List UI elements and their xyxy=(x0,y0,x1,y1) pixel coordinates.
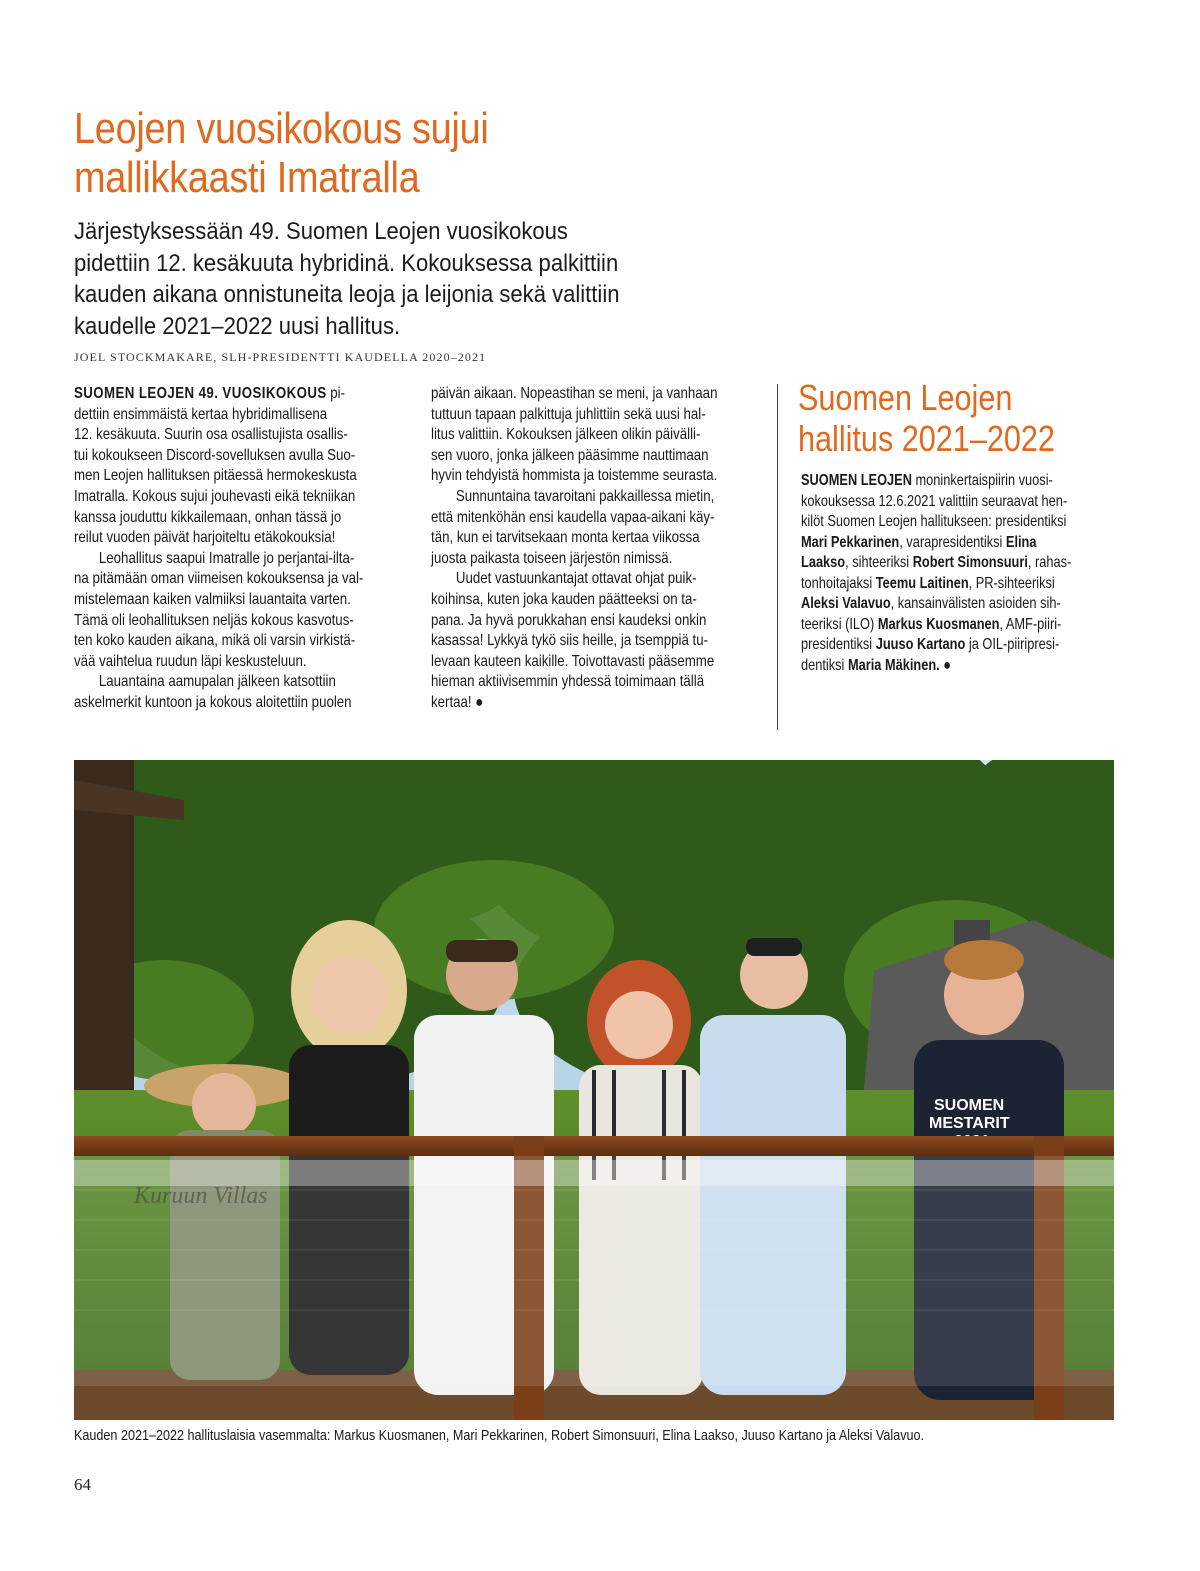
body-line: reilut vuoden päivät harjoiteltu etäkokouksia! xyxy=(74,529,336,547)
sidebar-title-line: Suomen Leojen xyxy=(798,377,1013,418)
body-line: Imatralla. Kokous sujui jouhevasti eikä tekniikan xyxy=(74,487,356,505)
body-line: ten koko kauden aikana, mikä oli varsin virkistä- xyxy=(74,632,356,650)
body-line: askelmerkit kuntoon ja kokous aloitettiin puolen xyxy=(74,693,352,711)
text-run: presidentiksi xyxy=(801,636,876,653)
body-line: kertaa! ● xyxy=(431,693,484,711)
sidebar-line xyxy=(801,594,1071,615)
lead-line: kaudelle 2021–2022 uusi hallitus. xyxy=(74,312,401,340)
body-line: päivän aikaan. Nopeastihan se meni, ja vanhaan xyxy=(431,385,718,402)
sidebar-line xyxy=(801,533,1071,554)
body-column-1 xyxy=(74,384,363,714)
text-run: tonhoitajaksi xyxy=(801,574,876,592)
bold-run: Elina xyxy=(1005,533,1037,551)
sidebar-line xyxy=(801,553,1071,574)
sidebar-line xyxy=(801,656,1071,677)
text-run: , AMF-piiri- xyxy=(999,615,1062,633)
body-line: tän, kun ei tarvitsekaan monta kertaa viikossa xyxy=(431,529,700,547)
body-line: men Leojen hallituksen pitäessä hermokeskusta xyxy=(74,467,357,485)
article-lead xyxy=(74,216,650,342)
body-line: hyvin tehdyistä hommista ja toistemme seurasta. xyxy=(431,467,718,485)
body-line: dettiin ensimmäistä kertaa hybridimallisena xyxy=(74,405,328,423)
article-headline xyxy=(74,104,556,202)
body-line: kanssa jouduttu kikkailemaan, onhan tässä jo xyxy=(74,508,342,526)
text-run: , sihteeriksi xyxy=(845,554,913,571)
bold-run: Teemu Laitinen xyxy=(875,574,969,592)
lead-in-caps: SUOMEN LEOJEN 49. VUOSIKOKOUS xyxy=(74,385,327,402)
body-line: Uudet vastuunkantajat ottavat ohjat puik- xyxy=(455,570,697,588)
body-line: hieman aktiivisemmin yhdessä toimimaan tällä xyxy=(431,673,705,691)
glass-print: Kuruun Villas xyxy=(134,1183,268,1209)
text-run: kokouksessa 12.6.2021 valittiin seuraavat hen- xyxy=(801,492,1068,510)
body-line: kasassa! Lykkyä tykö siis heille, ja tsemppiä tu- xyxy=(431,632,709,650)
body-line: SUOMEN LEOJEN 49. VUOSIKOKOUS pi- xyxy=(74,385,346,402)
body-line: litus valittiin. Kokouksen jälkeen olikin päivälli- xyxy=(431,426,701,444)
sidebar-title-line: hallitus 2021–2022 xyxy=(798,418,1055,459)
body-line: vää vaihtelua ruudun läpi keskusteluun. xyxy=(74,652,307,670)
body-line: juosta paikasta toiseen järjestön nimissä. xyxy=(431,549,673,567)
sidebar-body xyxy=(801,471,1071,676)
sidebar-line xyxy=(801,492,1071,513)
bold-run: Mari Pekkarinen xyxy=(801,533,900,551)
text-run: , kansainvälisten asioiden sih- xyxy=(890,595,1061,612)
byline: JOEL STOCKMAKARE, SLH-PRESIDENTTI KAUDELLA 2020–2021 xyxy=(74,350,487,364)
lead-line: pidettiin 12. kesäkuuta hybridinä. Kokouksessa palkittiin xyxy=(74,249,619,277)
group-photo xyxy=(74,760,1114,1420)
body-line: pana. Ja hyvä porukkahan ensi kaudeksi onkin xyxy=(431,611,707,629)
headline-line: Leojen vuosikokous sujui xyxy=(74,104,489,153)
body-line: tuttuun tapaan palkittuja juhlittiin sekä uusi hal- xyxy=(431,405,706,423)
text-run: teeriksi (ILO) xyxy=(801,615,878,633)
body-line: Sunnuntaina tavaroitani pakkaillessa mietin, xyxy=(455,487,715,505)
sidebar-line xyxy=(801,471,1071,492)
lead-line: Järjestyksessään 49. Suomen Leojen vuosikokous xyxy=(74,218,568,245)
body-line: että mitenköhän ensi kaudella vapaa-aikani käy- xyxy=(431,508,715,526)
bold-run: Aleksi Valavuo xyxy=(801,595,891,612)
body-line: na pitämään oman viimeisen kokouksensa ja val- xyxy=(74,570,364,588)
end-mark: ● xyxy=(471,693,484,711)
shirt-print: SUOMEN MESTARIT xyxy=(929,1097,1010,1132)
body-line: sen vuoro, jonka jälkeen pääsimme nauttimaan xyxy=(431,446,709,464)
bold-run: Maria Mäkinen. xyxy=(847,656,940,674)
sidebar-title xyxy=(798,377,1055,459)
page-number: 64 xyxy=(74,1475,91,1494)
text-run: , rahas- xyxy=(1027,554,1072,571)
lead-line: kauden aikana onnistuneita leoja ja leijonia sekä valittiin xyxy=(74,281,620,308)
text-run: , varapresidentiksi xyxy=(899,533,1006,551)
body-line: 12. kesäkuuta. Suurin osa osallistujista osallis- xyxy=(74,426,348,444)
body-line: levaan kauteen kaikille. Toivottavasti pääsemme xyxy=(431,652,715,670)
body-line: Lauantaina aamupalan jälkeen katsottiin xyxy=(98,673,336,691)
sidebar-line xyxy=(801,574,1071,595)
text-run: moninkertaispiirin vuosi- xyxy=(911,472,1053,489)
bold-run: ● xyxy=(939,656,952,674)
sidebar-line xyxy=(801,512,1071,533)
body-line: tui kokoukseen Discord-sovelluksen avulla Suo- xyxy=(74,446,356,464)
text-run: ja OIL-piiripresi- xyxy=(965,636,1060,653)
text-run: kilöt Suomen Leojen hallitukseen: presidentiksi xyxy=(801,513,1067,530)
body-column-2 xyxy=(431,384,717,714)
photo-caption: Kauden 2021–2022 hallituslaisia vasemmalta: Markus Kuosmanen, Mari Pekkarinen, Robert Simonsuuri, Elina Laakso, Juuso Kartano ja Aleksi Valavuo. xyxy=(74,1427,925,1444)
body-line: Tämä oli leohallituksen neljäs kokous kasvotus- xyxy=(74,611,354,629)
column-divider xyxy=(777,384,778,730)
text-run: dentiksi xyxy=(801,656,848,674)
body-line: koihinsa, kuten joka kauden päätteeksi on ta- xyxy=(431,590,697,608)
headline-line: mallikkaasti Imatralla xyxy=(74,153,420,202)
bold-run: Markus Kuosmanen xyxy=(877,615,1000,633)
body-line: mistelemaan kaiken valmiiksi lauantaita varten. xyxy=(74,590,351,608)
bold-run: Laakso xyxy=(801,554,846,571)
sidebar-line xyxy=(801,635,1071,656)
text-run: , PR-sihteeriksi xyxy=(968,574,1055,592)
sidebar-line xyxy=(801,615,1071,636)
bold-run: Robert Simonsuuri xyxy=(912,554,1028,571)
bold-run: Juuso Kartano xyxy=(875,636,966,653)
bold-run: SUOMEN LEOJEN xyxy=(801,472,912,489)
body-line: Leohallitus saapui Imatralle jo perjantai-ilta- xyxy=(98,549,355,567)
